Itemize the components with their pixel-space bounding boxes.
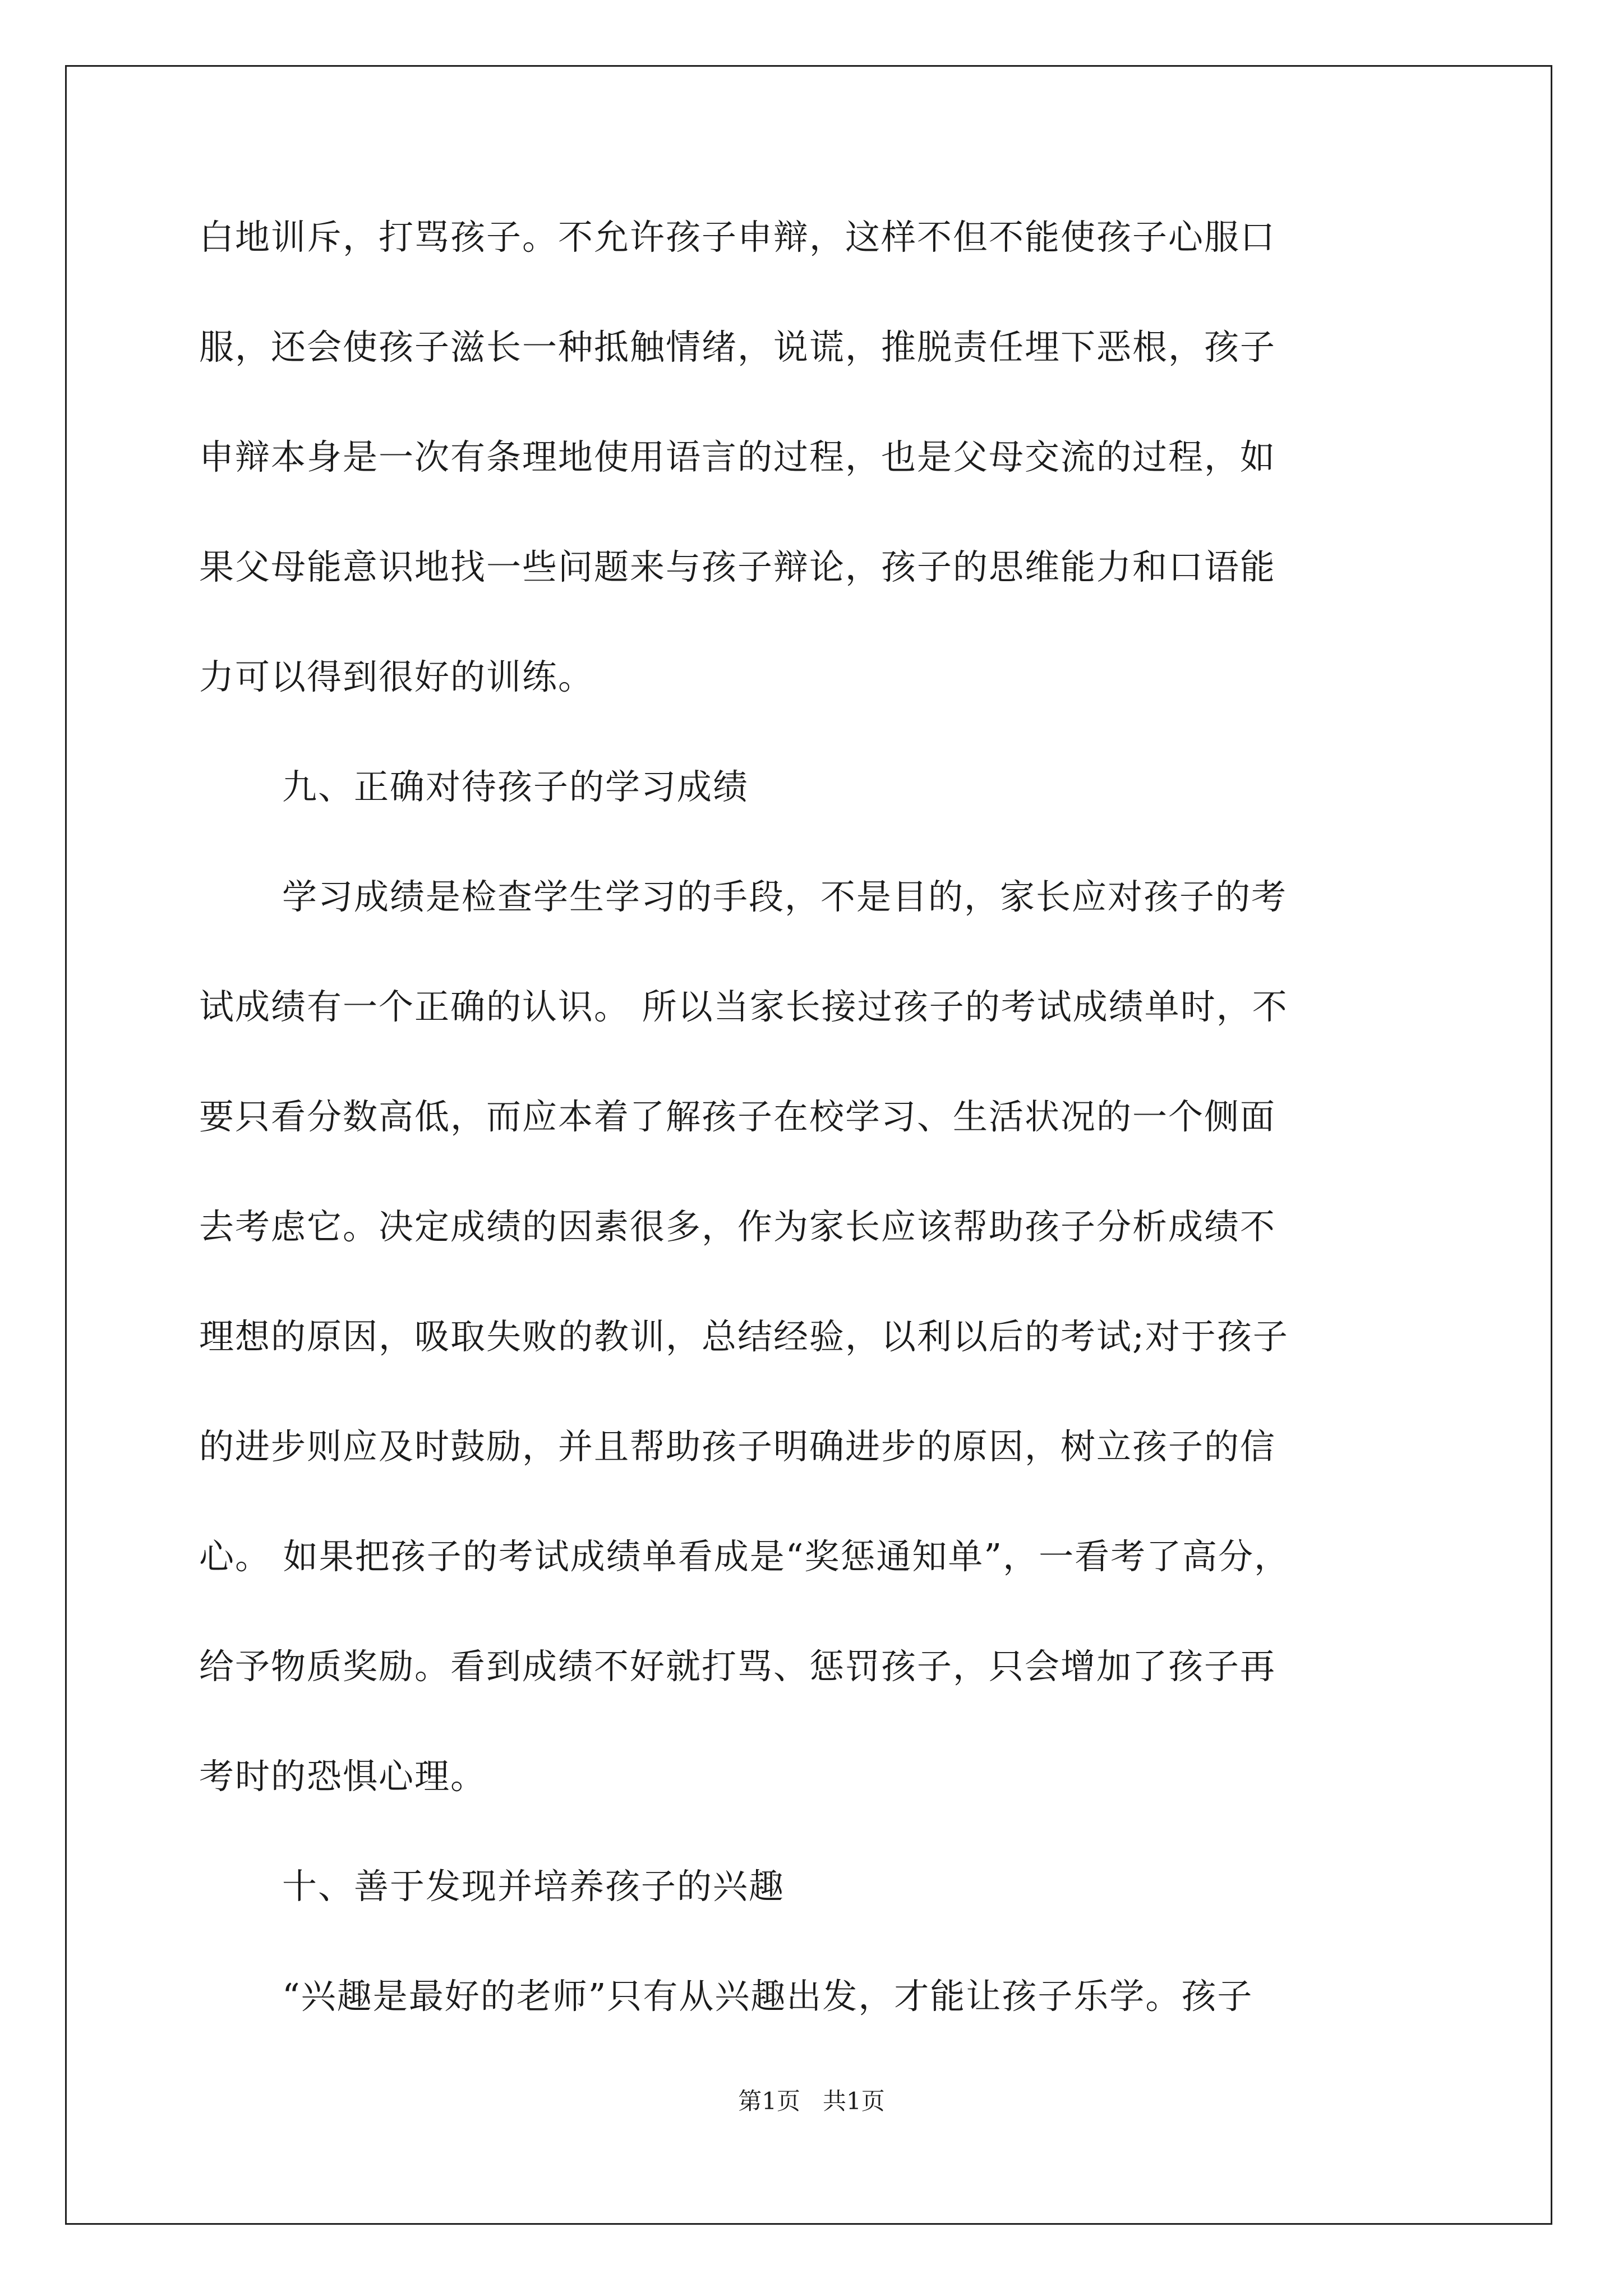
text-line: 理想的原因，吸取失败的教训，总结经验，以利以后的考试;对于孩子 [199,1316,1289,1357]
text-line: 给予物质奖励。看到成绩不好就打骂、惩罚孩子，只会增加了孩子再 [199,1646,1276,1687]
text-line: 去考虑它。决定成绩的因素很多，作为家长应该帮助孩子分析成绩不 [199,1206,1276,1247]
text-line: 力可以得到很好的训练。 [199,656,594,697]
page-footer: 第1页 共1页 [738,2087,885,2115]
text-line: 申辩本身是一次有条理地使用语言的过程，也是父母交流的过程，如 [199,436,1276,477]
text-line: 要只看分数高低，而应本着了解孩子在校学习、生活状况的一个侧面 [199,1096,1276,1137]
text-line: “兴趣是最好的老师”只有从兴趣出发，才能让孩子乐学。孩子 [282,1976,1253,2017]
text-line: 白地训斥，打骂孩子。不允许孩子申辩，这样不但不能使孩子心服口 [199,217,1276,257]
text-line: 学习成绩是检查学生学习的手段，不是目的，家长应对孩子的考 [282,876,1288,917]
text-line: 服，还会使孩子滋长一种抵触情绪，说谎，推脱责任埋下恶根，孩子 [199,326,1276,367]
text-line: 果父母能意识地找一些问题来与孩子辩论，孩子的思维能力和口语能 [199,546,1276,587]
text-line: 的进步则应及时鼓励，并且帮助孩子明确进步的原因，树立孩子的信 [199,1426,1276,1467]
text-line: 考时的恐惧心理。 [199,1756,487,1797]
text-line: 心。 如果把孩子的考试成绩单看成是“奖惩通知单”，一看考了高分， [199,1536,1290,1577]
document-body [199,206,1422,2076]
section-heading: 九、正确对待孩子的学习成绩 [282,766,749,807]
section-heading: 十、善于发现并培养孩子的兴趣 [282,1866,785,1907]
text-line: 试成绩有一个正确的认识。 所以当家长接过孩子的考试成绩单时，不 [199,986,1288,1027]
